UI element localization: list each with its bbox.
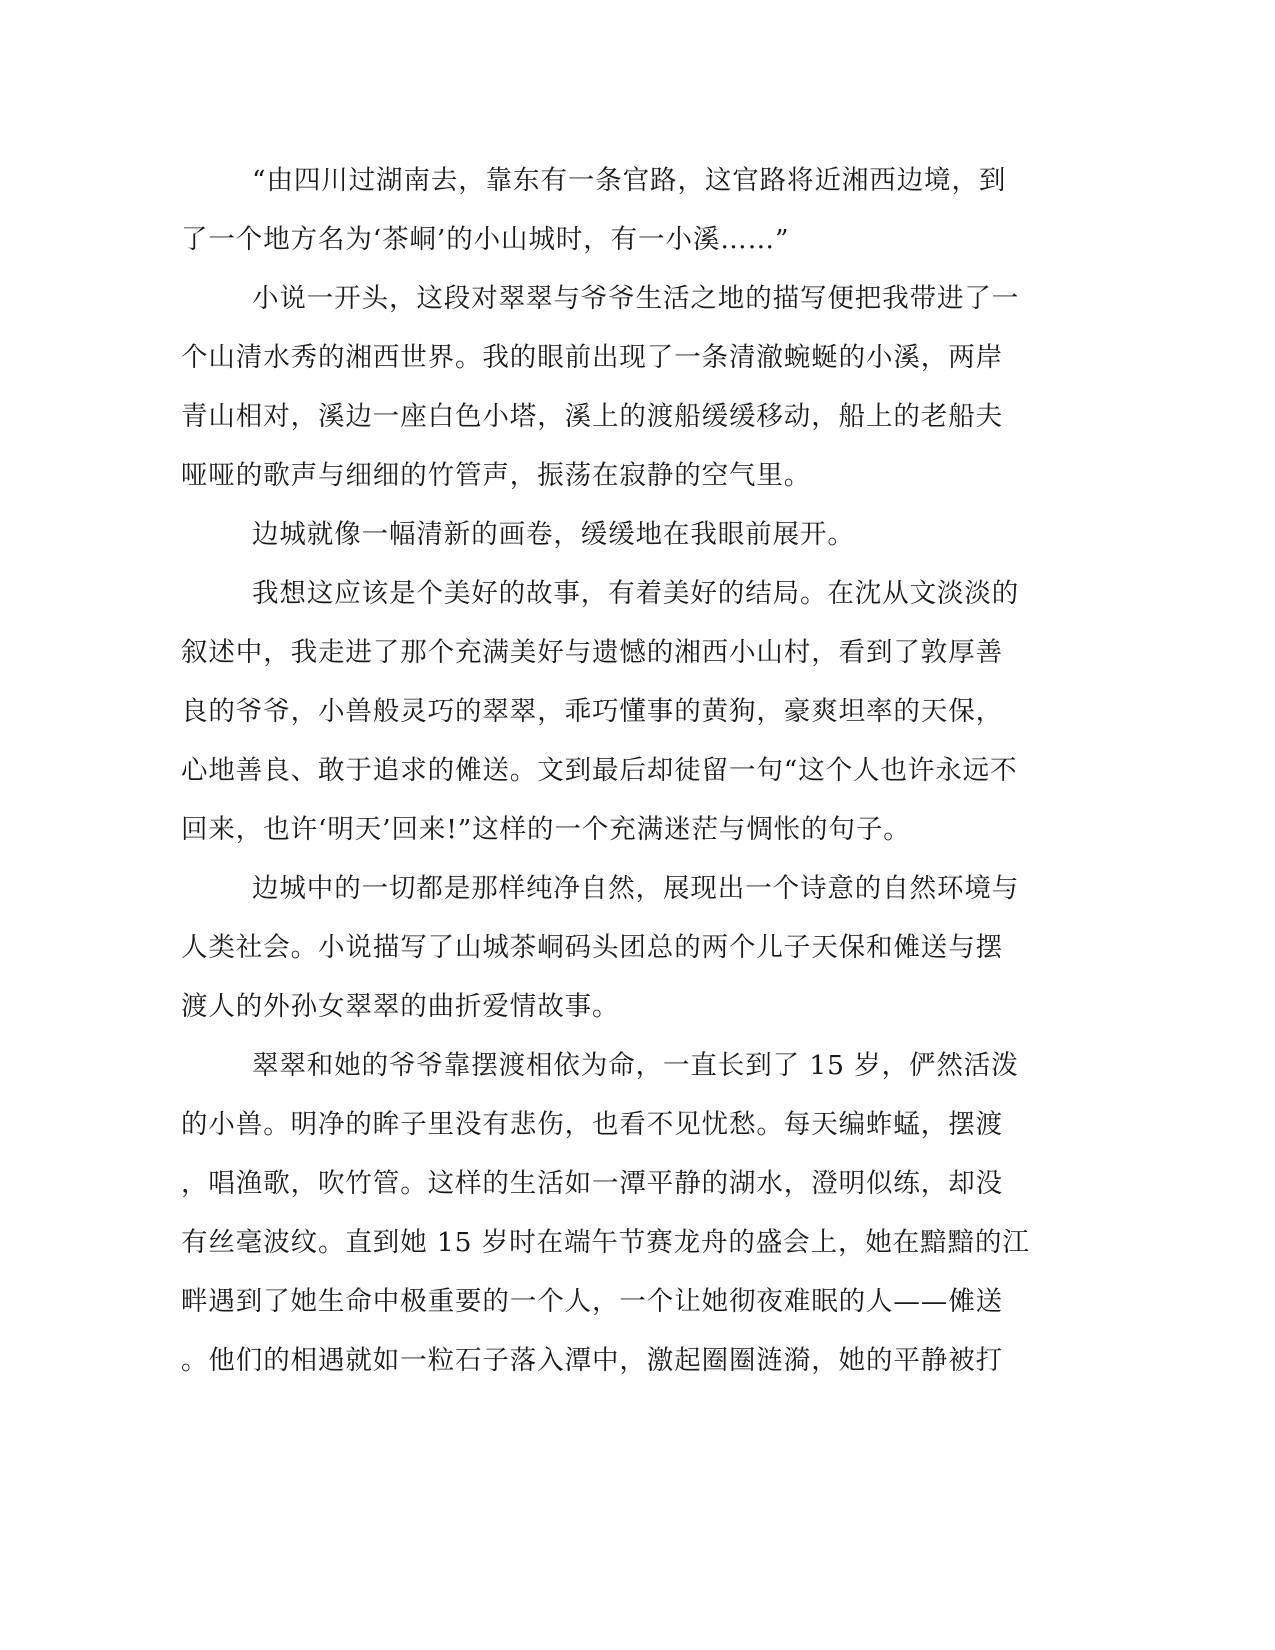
text-line: 畔遇到了她生命中极重要的一个人，一个让她彻夜难眠的人——傩送	[181, 1286, 1003, 1317]
text-line: “由四川过湖南去，靠东有一条官路，这官路将近湘西边境，到	[252, 165, 1007, 196]
text-line: ，唱渔歌，吹竹管。这样的生活如一潭平静的湖水，澄明似练，却没	[181, 1168, 1003, 1199]
text-line: 了一个地方名为‘茶峒’的小山城时，有一小溪……”	[181, 224, 790, 255]
text-line: 边城就像一幅清新的画卷，缓缓地在我眼前展开。	[252, 519, 855, 550]
text-line: 哑哑的歌声与细细的竹管声，振荡在寂静的空气里。	[181, 460, 812, 491]
text-line: 青山相对，溪边一座白色小塔，溪上的渡船缓缓移动，船上的老船夫	[181, 401, 1003, 432]
text-line: 的小兽。明净的眸子里没有悲伤，也看不见忧愁。每天编蚱蜢，摆渡	[181, 1109, 1003, 1140]
text-line: 回来，也许‘明天’回来!”这样的一个充满迷茫与惆怅的句子。	[181, 814, 911, 845]
text-line: 个山清水秀的湘西世界。我的眼前出现了一条清澈蜿蜒的小溪，两岸	[181, 342, 1003, 373]
text-line: 有丝毫波纹。直到她 15 岁时在端午节赛龙舟的盛会上，她在黯黯的江	[181, 1227, 1030, 1258]
text-line: 叙述中，我走进了那个充满美好与遗憾的湘西小山村，看到了敦厚善	[181, 637, 1003, 668]
text-line: 渡人的外孙女翠翠的曲折爱情故事。	[181, 991, 620, 1022]
text-line: 边城中的一切都是那样纯净自然，展现出一个诗意的自然环境与	[252, 873, 1020, 904]
text-line: 人类社会。小说描写了山城茶峒码头团总的两个儿子天保和傩送与摆	[181, 932, 1003, 963]
text-line: 我想这应该是个美好的故事，有着美好的结局。在沈从文淡淡的	[252, 578, 1020, 609]
text-line: 良的爷爷，小兽般灵巧的翠翠，乖巧懂事的黄狗，豪爽坦率的天保，	[181, 696, 1003, 727]
text-line: 。他们的相遇就如一粒石子落入潭中，激起圈圈涟漪，她的平静被打	[181, 1345, 1003, 1376]
text-line: 小说一开头，这段对翠翠与爷爷生活之地的描写便把我带进了一	[252, 283, 1020, 314]
text-line: 翠翠和她的爷爷靠摆渡相依为命，一直长到了 15 岁，俨然活泼	[252, 1050, 1019, 1081]
text-line: 心地善良、敢于追求的傩送。文到最后却徒留一句“这个人也许永远不	[181, 755, 1018, 786]
